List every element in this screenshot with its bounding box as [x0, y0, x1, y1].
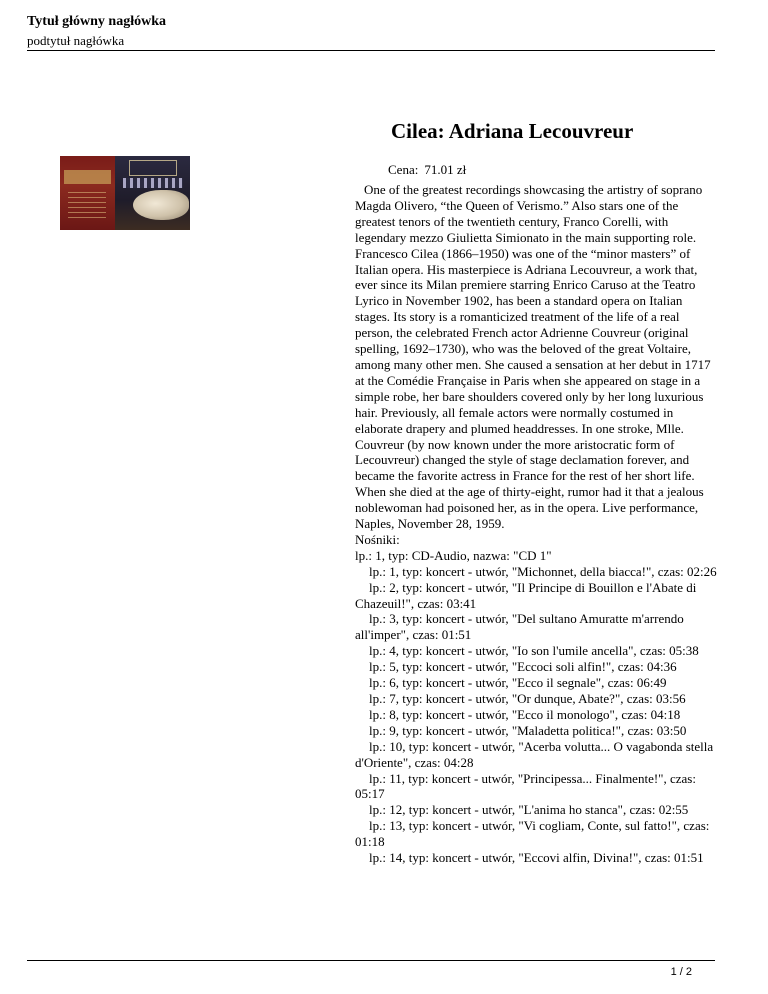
album-cover-portrait: [133, 190, 189, 220]
media-label: Nośniki:: [355, 531, 400, 547]
track-item: lp.: 3, typ: koncert - utwór, "Del sultano Amuratte m'arrendo all'imper", czas: 01:51: [355, 611, 684, 643]
track-item: lp.: 13, typ: koncert - utwór, "Vi cogliam, Conte, sul fatto!", czas: 01:18: [355, 818, 710, 850]
footer-divider: [27, 960, 715, 961]
album-cover-crown: [123, 178, 183, 188]
price-label: Cena:: [388, 162, 419, 177]
track-item: lp.: 12, typ: koncert - utwór, "L'anima ho stanca", czas: 02:55: [369, 802, 689, 818]
price-row: [388, 162, 466, 178]
track-item: lp.: 8, typ: koncert - utwór, "Ecco il monologo", czas: 04:18: [369, 706, 681, 722]
track-item: lp.: 5, typ: koncert - utwór, "Eccoci soli alfin!", czas: 04:36: [369, 659, 677, 675]
track-list: [355, 564, 720, 866]
price-value: 71.01 zł: [424, 162, 467, 177]
page-number: 1 / 2: [670, 966, 692, 978]
track-item: lp.: 10, typ: koncert - utwór, "Acerba volutta... O vagabonda stella d'Oriente", czas: 04:28: [355, 738, 714, 770]
product-description: One of the greatest recordings showcasing the artistry of soprano Magda Olivero, “the Queen of Verismo.” Also stars one of the greatest tenors of the twentieth century, Franco Corelli, with legendary mezzo Giulietta Simionato in the main supporting role. Francesco Cilea (1866–1950) was one of the “minor masters” of Italian opera. His masterpiece is Adriana Lecouvreur, a work that, ever since its Milan premiere starring Enrico Caruso at the Teatro Lyrico in November 1902, has been a standard opera on Italian stages. Its story is a romanticized treatment of the life of a real person, the celebrated French actor Adrienne Couvreur (original spelling, 1692–1730), who was the beloved of the great Voltaire, among many other men. She caused a sensation at her debut in 1717 at the Comédie Française in Paris when she appeared on stage in a simple robe, her bare shoulders covered only by her long luxurious hair. Previously, all female actors were normally costumed in elaborate drapery and plumed headdresses. In one stroke, Mlle. Couvreur (by now known under the more aristocratic form of Lecouvreur) changed the style of stage declamation forever, and became the favorite actress in France for the rest of her short life. When she died at the age of thirty-eight, rumor had it that a jealous noblewoman had poisoned her, as in the opera. Live performance, Naples, November 28, 1959.: [355, 182, 711, 532]
album-cover-logo: [129, 160, 177, 176]
header-divider: [27, 50, 715, 51]
album-cover-image: [60, 156, 190, 230]
track-item: lp.: 2, typ: koncert - utwór, "Il Principe di Bouillon e l'Abate di Chazeuil!", czas: 03:41: [355, 579, 697, 611]
header-subtitle: podtytuł nagłówka: [27, 33, 125, 48]
track-item: lp.: 11, typ: koncert - utwór, "Principessa... Finalmente!", czas: 05:17: [355, 770, 696, 802]
track-item: lp.: 9, typ: koncert - utwór, "Maladetta politica!", czas: 03:50: [369, 722, 687, 738]
album-cover-right-panel: [115, 156, 190, 230]
album-cover-left-panel: [60, 156, 115, 230]
disc-entry: lp.: 1, typ: CD-Audio, nazwa: "CD 1": [355, 547, 552, 563]
product-title: Cilea: Adriana Lecouvreur: [391, 119, 634, 143]
track-item: lp.: 6, typ: koncert - utwór, "Ecco il segnale", czas: 06:49: [369, 675, 667, 691]
track-item: lp.: 7, typ: koncert - utwór, "Or dunque, Abate?", czas: 03:56: [369, 691, 686, 706]
track-item: lp.: 14, typ: koncert - utwór, "Eccovi alfin, Divina!", czas: 01:51: [369, 850, 704, 866]
header-title: Tytuł główny nagłówka: [27, 14, 166, 29]
product-content: [355, 182, 720, 866]
track-item: lp.: 4, typ: koncert - utwór, "Io son l'umile ancella", czas: 05:38: [369, 643, 699, 659]
album-cover-title-band: [64, 170, 111, 184]
album-cover-credits-lines: [68, 192, 106, 218]
track-item: lp.: 1, typ: koncert - utwór, "Michonnet, della biacca!", czas: 02:26: [369, 563, 717, 579]
